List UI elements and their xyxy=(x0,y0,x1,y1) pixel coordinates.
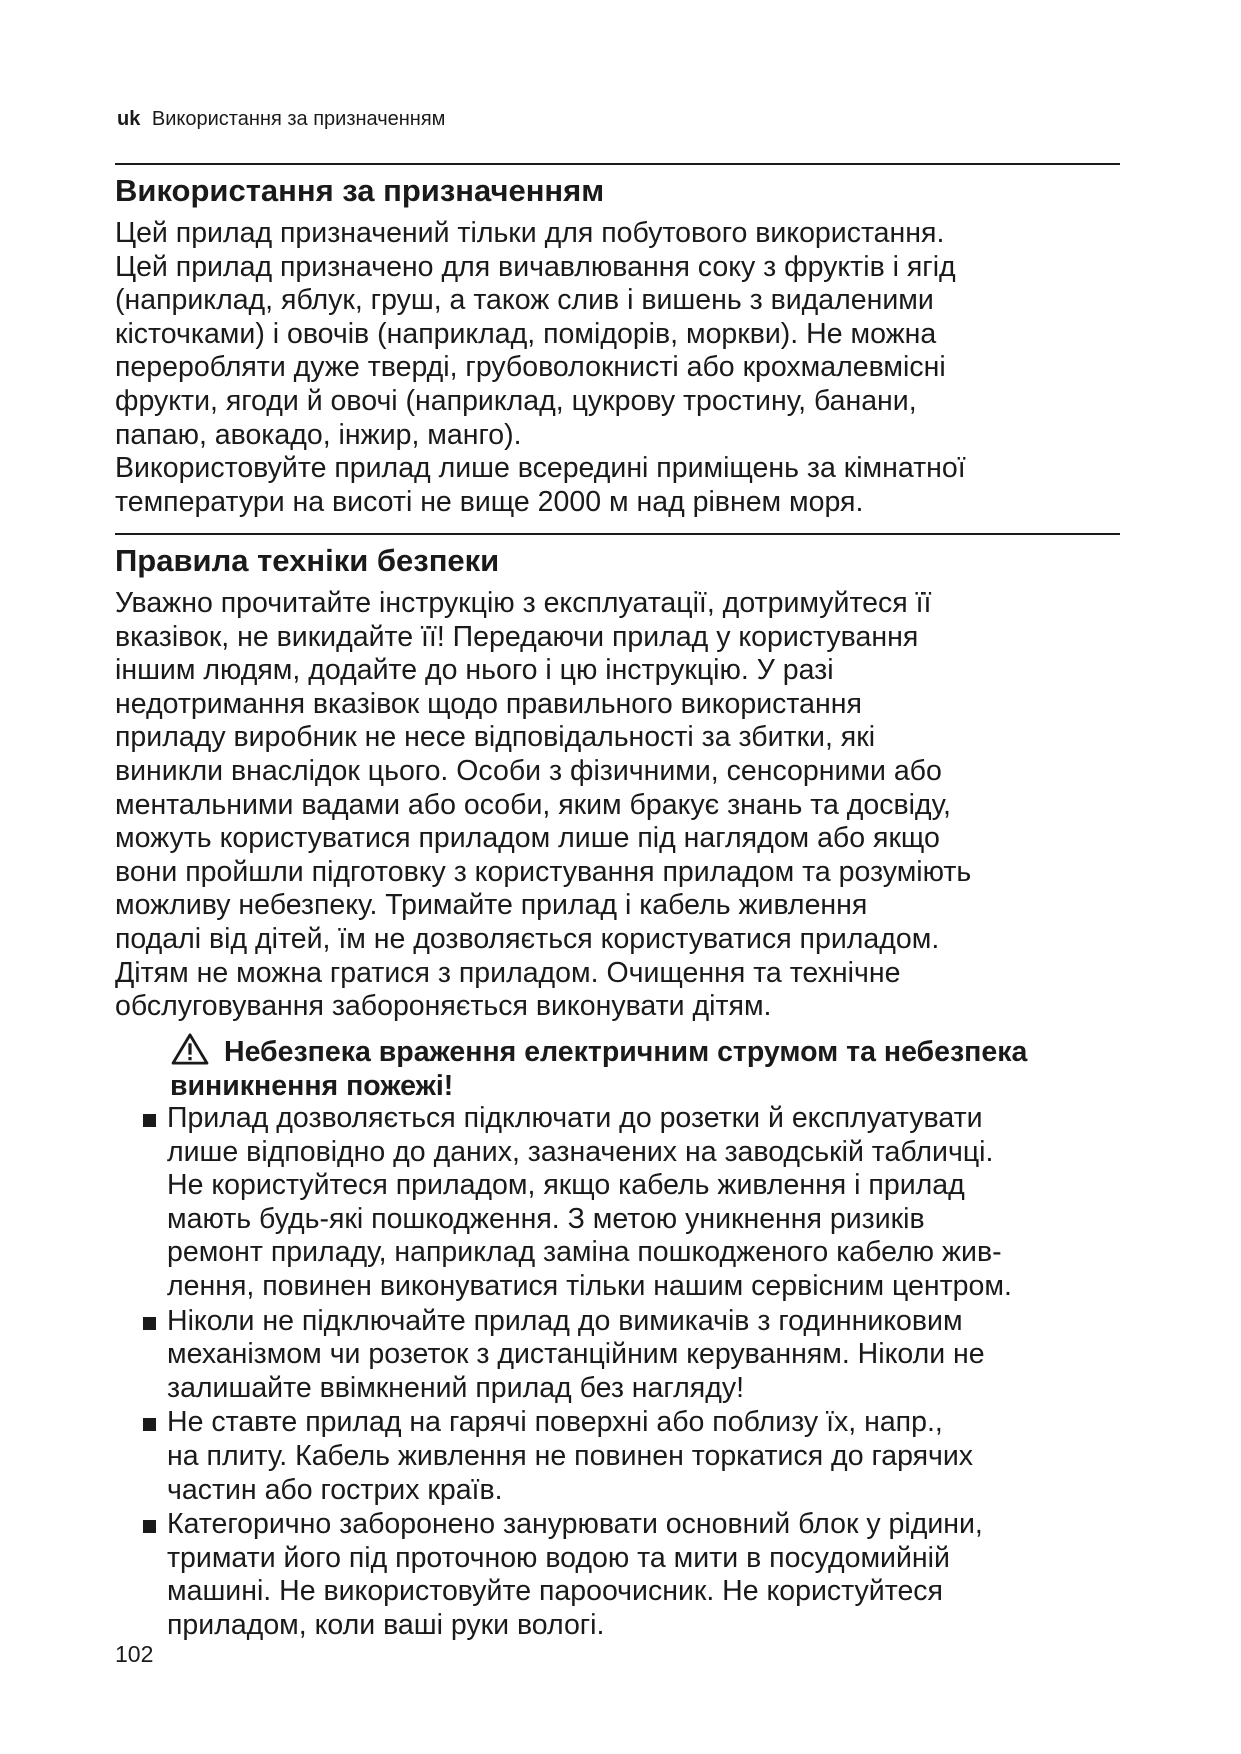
text-line: частин або гострих країв. xyxy=(167,1473,503,1506)
text-line: лення, повинен виконуватися тільки нашим сервісним центром. xyxy=(167,1269,1012,1302)
text-line: машині. Не використовуйте пароочисник. Не користуйтеся xyxy=(167,1575,943,1608)
text-line: Цей прилад призначений тільки для побутового використання. xyxy=(115,217,945,249)
text-line: Дітям не можна гратися з приладом. Очищення та технічне xyxy=(115,956,901,989)
text-line: приладу виробник не несе відповідальності за збитки, які xyxy=(115,721,876,754)
text-line: Цей прилад призначено для вичавлювання соку з фруктів і ягід xyxy=(115,250,956,283)
list-item xyxy=(145,1508,1145,1642)
list-item xyxy=(145,1406,1145,1507)
list-item xyxy=(145,1305,1145,1406)
text-line: кісточками) і овочів (наприклад, помідорів, моркви). Не можна xyxy=(115,317,937,350)
text-line: Не ставте прилад на гарячі поверхні або поблизу їх, напр., xyxy=(167,1406,943,1439)
text-line: Використовуйте прилад лише всередині приміщень за кімнатної xyxy=(115,452,966,485)
square-bullet-icon xyxy=(143,1114,156,1127)
warning-triangle-icon xyxy=(170,1033,210,1065)
text-line: на плиту. Кабель живлення не повинен торкатися до гарячих xyxy=(167,1439,974,1472)
safety-paragraph xyxy=(115,587,1125,1024)
warning-title-line: Небезпека враження електричним струмом та небезпека xyxy=(224,1036,1028,1068)
text-line: тримати його під проточною водою та мити в посудомийній xyxy=(167,1541,950,1574)
section-divider xyxy=(115,163,1120,165)
intended-use-paragraph xyxy=(115,217,1125,519)
section-title-intended-use: Використання за призначенням xyxy=(115,173,605,208)
text-line: вони пройшли підготовку з користування приладом та розуміють xyxy=(115,855,972,888)
text-line: Категорично заборонено занурювати основний блок у рідини, xyxy=(167,1508,983,1541)
text-line: папаю, авокадо, інжир, манго). xyxy=(115,418,522,451)
section-divider xyxy=(115,533,1120,535)
text-line: Прилад дозволяється підключати до розетки й експлуатувати xyxy=(167,1102,983,1134)
text-line: недотримання вказівок щодо правильного використання xyxy=(115,687,862,720)
text-line: залишайте ввімкнений прилад без нагляду! xyxy=(167,1371,745,1404)
text-line: Уважно прочитайте інструкцію з експлуатації, дотримуйтеся її xyxy=(115,587,932,619)
text-line: (наприклад, яблук, груш, а також слив і вишень з видаленими xyxy=(115,284,934,317)
text-line: лише відповідно до даних, зазначених на заводській табличці. xyxy=(167,1135,994,1168)
text-line: виникли внаслідок цього. Особи з фізичними, сенсорними або xyxy=(115,754,942,787)
section-title-safety-rules: Правила техніки безпеки xyxy=(115,543,500,578)
running-header-title: Використання за призначенням xyxy=(151,108,446,130)
square-bullet-icon xyxy=(143,1520,156,1533)
text-line: іншим людям, додайте до нього і цю інструкцію. У разі xyxy=(115,654,834,687)
text-line: ментальними вадами або особи, яким бракує знань та досвіду, xyxy=(115,788,951,821)
text-line: температури на висоті не вище 2000 м над рівнем моря. xyxy=(115,485,864,518)
text-line: Не користуйтеся приладом, якщо кабель живлення і прилад xyxy=(167,1169,965,1202)
page-number: 102 xyxy=(115,1641,154,1667)
text-line: подалі від дітей, їм не дозволяється користуватися приладом. xyxy=(115,922,940,955)
square-bullet-icon xyxy=(143,1418,156,1431)
safety-bullet-list xyxy=(145,1102,1145,1644)
text-line: механізмом чи розеток з дистанційним керуванням. Ніколи не xyxy=(167,1338,985,1371)
text-line: фрукти, ягоди й овочі (наприклад, цукрову тростину, банани, xyxy=(115,384,917,417)
warning-title-line: виникнення пожежі! xyxy=(170,1069,454,1102)
square-bullet-icon xyxy=(143,1317,156,1330)
text-line: Ніколи не підключайте прилад до вимикачів з годинниковим xyxy=(167,1304,963,1337)
text-line: приладом, коли ваші руки вологі. xyxy=(167,1608,605,1641)
text-line: можуть користуватися приладом лише під наглядом або якщо xyxy=(115,822,940,855)
running-header xyxy=(117,106,445,132)
text-line: ремонт приладу, наприклад заміна пошкодженого кабелю жив- xyxy=(167,1236,1002,1269)
list-item xyxy=(145,1102,1145,1304)
language-code: uk xyxy=(117,108,141,130)
text-line: обслуговування забороняється виконувати дітям. xyxy=(115,990,772,1023)
text-line: вказівок, не викидайте її! Передаючи прилад у користування xyxy=(115,620,919,653)
text-line: мають будь-які пошкодження. З метою уникнення ризиків xyxy=(167,1202,925,1235)
electric-shock-warning xyxy=(170,1033,1170,1103)
text-line: переробляти дуже тверді, грубоволокнисті або крохмалевмісні xyxy=(115,351,946,384)
text-line: можливу небезпеку. Тримайте прилад і кабель живлення xyxy=(115,889,868,922)
